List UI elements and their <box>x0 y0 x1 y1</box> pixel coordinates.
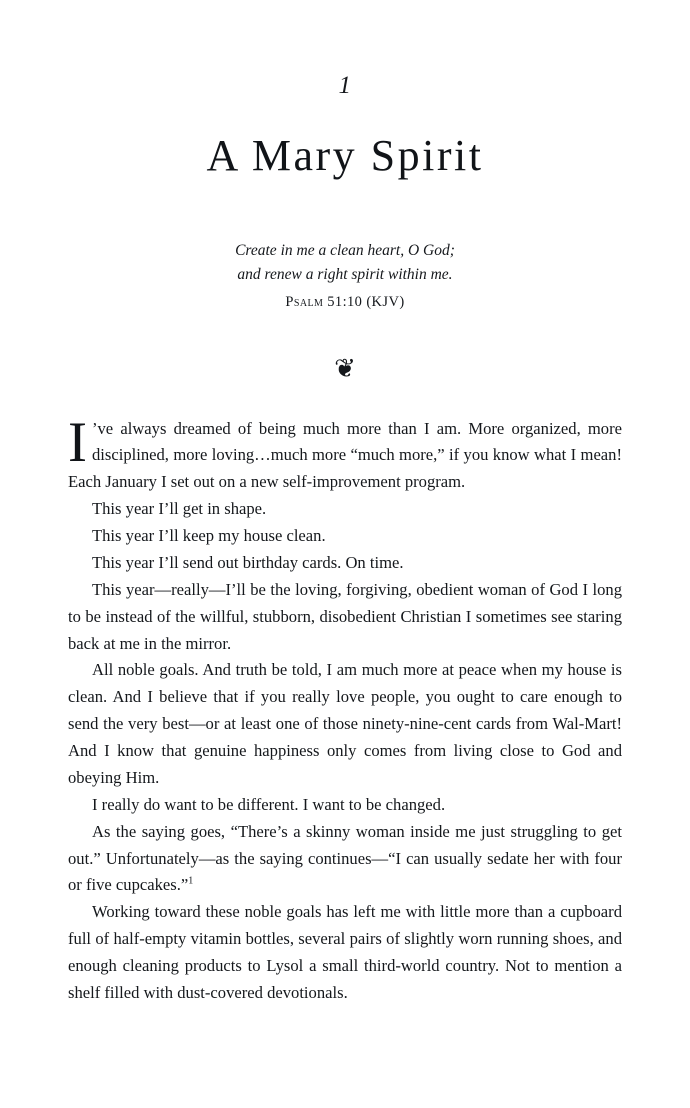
paragraph-3: This year I’ll keep my house clean. <box>92 526 326 545</box>
paragraph-4: This year I’ll send out birthday cards. On time. <box>92 552 404 572</box>
drop-cap: I <box>68 410 87 474</box>
paragraph-6: All noble goals. And truth be told, I am much more at peace when my house is clean. And I believe that if you really love people, you ought to care enough to send the very best—or at least one of those ninety-nine-cent cards from Wal-Mart! And I know that genuine happiness only comes from living close to God and obeying Him. <box>68 660 622 787</box>
paragraph-2: This year I’ll get in shape. <box>92 499 267 519</box>
paragraph-8 <box>68 819 622 900</box>
epigraph-line-2: and renew a right spirit within me. <box>237 266 453 284</box>
epigraph-line-1: Create in me a clean heart, O God; <box>235 242 455 259</box>
ornament-flourish-icon: ❦ <box>334 353 356 383</box>
paragraph-5: This year—really—I’ll be the loving, forgiving, obedient woman of God I long to be instead of the willful, stubborn, disobedient Christian I sometimes see staring back at me in the mirror. <box>68 579 622 653</box>
page-title: A Mary Spirit <box>206 131 484 180</box>
epigraph-source: Psalm 51:10 (KJV) <box>285 294 405 311</box>
paragraph-1-text: ’ve always dreamed of being much more than I am. More organized, more disciplined, more loving…much more “much more,” if you know what I mean! Each January I set out on a new self-improvement program. <box>68 418 622 492</box>
paragraph-7: I really do want to be different. I want to be changed. <box>92 794 446 814</box>
epigraph <box>68 239 622 314</box>
chapter-number: 1 <box>338 72 352 99</box>
paragraph-9: Working toward these noble goals has left me with little more than a cupboard full of half-empty vitamin bottles, several pairs of slightly worn running shoes, and enough cleaning products to Lysol a small third-world country. Not to mention a shelf filled with dust-covered devotionals. <box>68 902 622 1002</box>
body-text <box>68 410 622 1007</box>
footnote-marker: 1 <box>188 875 194 887</box>
paragraph-1 <box>68 410 622 497</box>
book-page <box>0 72 690 1108</box>
paragraph-8-text: As the saying goes, “There’s a skinny woman inside me just struggling to get out.” Unfortunately—as the saying continues—“I can usually sedate her with four or five cupcakes.” <box>68 821 622 895</box>
